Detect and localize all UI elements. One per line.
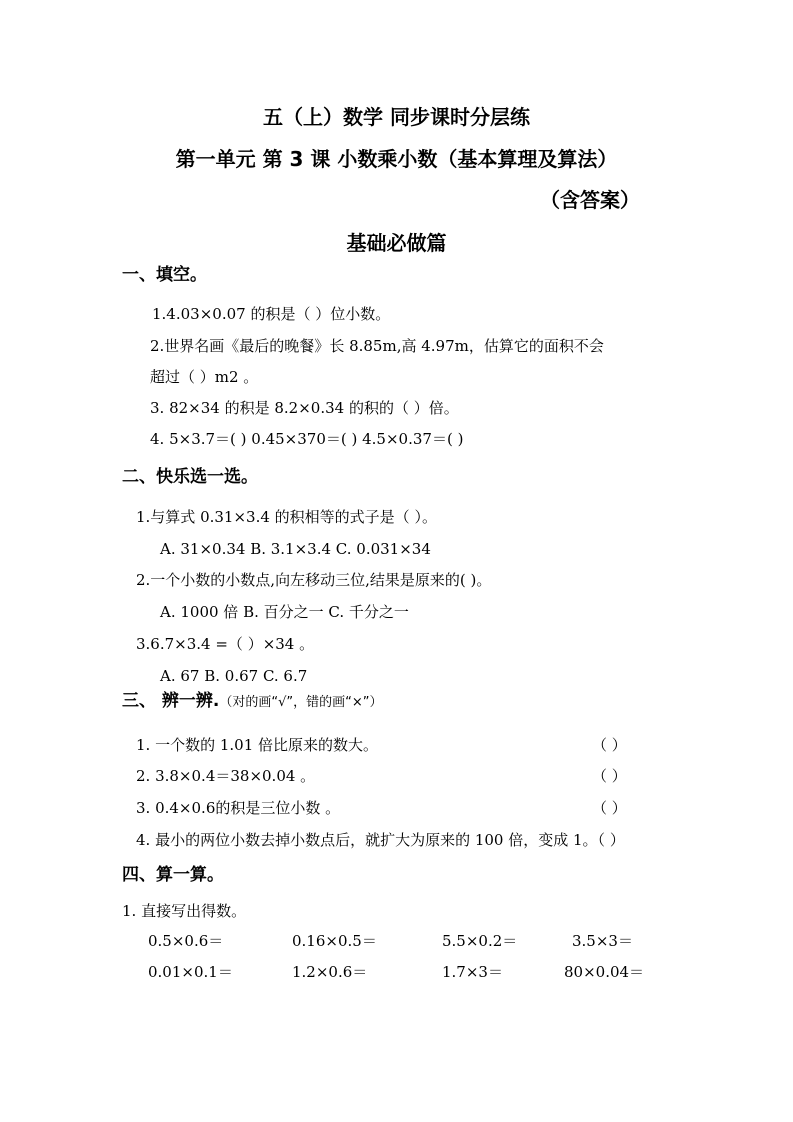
part3-item-4: 4. 最小的两位小数去掉小数点后，就扩大为原来的 100 倍，变成 1。（ ） [136,831,625,849]
worksheet-title: 五（上）数学 同步课时分层练 [263,105,530,129]
calc-item: 1.7×3＝ [442,963,503,981]
part2-question-3: 3.6.7×3.4 =（ ）×34 。 [136,635,315,653]
part1-question-3: 3. 82×34 的积是 8.2×0.34 的积的（ ）倍。 [150,399,459,417]
calc-item: 1.2×0.6＝ [292,963,368,981]
part3-heading [122,690,383,714]
level-heading: 基础必做篇 [346,231,447,255]
answer-note: （含答案） [540,188,640,212]
part2-heading: 二、快乐选一选。 [122,467,258,487]
calc-item: 5.5×0.2＝ [442,932,518,950]
worksheet-subtitle: 第一单元 第 3 课 小数乘小数（基本算理及算法） [175,147,618,171]
part3-heading-text: 三、 辨一辨. [122,691,220,711]
part2-question-1-options: A. 31×0.34 B. 3.1×3.4 C. 0.031×34 [160,540,431,558]
part3-item-3-answer-blank: （ ） [592,799,627,817]
part4-subquestion: 1. 直接写出得数。 [122,902,247,920]
part2-question-2-options: A. 1000 倍 B. 百分之一 C. 千分之一 [160,603,409,621]
part3-item-3: 3. 0.4×0.6的积是三位小数 。 [136,799,341,817]
calc-item: 0.01×0.1＝ [148,963,233,981]
part3-item-2-answer-blank: （ ） [592,767,627,785]
part1-question-2-line2: 超过（ ）m2 。 [150,368,259,386]
calc-item: 3.5×3＝ [572,932,633,950]
part1-heading: 一、填空。 [122,265,207,285]
part1-question-4: 4. 5×3.7＝( ) 0.45×370＝( ) 4.5×0.37＝( ) [150,430,464,448]
part2-question-2: 2.一个小数的小数点,向左移动三位,结果是原来的( )。 [136,571,492,589]
part3-instruction: （对的画“√”，错的画“×”） [219,695,383,710]
calc-item: 80×0.04＝ [564,963,645,981]
calc-item: 0.5×0.6＝ [148,932,224,950]
part3-item-2: 2. 3.8×0.4＝38×0.04 。 [136,767,316,785]
part3-item-1-answer-blank: （ ） [592,736,627,754]
part3-item-1: 1. 一个数的 1.01 倍比原来的数大。 [136,736,379,754]
part4-heading: 四、算一算。 [122,865,224,885]
part1-question-2-line1: 2.世界名画《最后的晚餐》长 8.85m,高 4.97m，估算它的面积不会 [150,337,604,355]
part1-question-1: 1.4.03×0.07 的积是（ ）位小数。 [152,305,391,323]
part2-question-1: 1.与算式 0.31×3.4 的积相等的式子是（ ）。 [136,508,437,526]
part2-question-3-options: A. 67 B. 0.67 C. 6.7 [160,667,308,685]
calc-item: 0.16×0.5＝ [292,932,377,950]
